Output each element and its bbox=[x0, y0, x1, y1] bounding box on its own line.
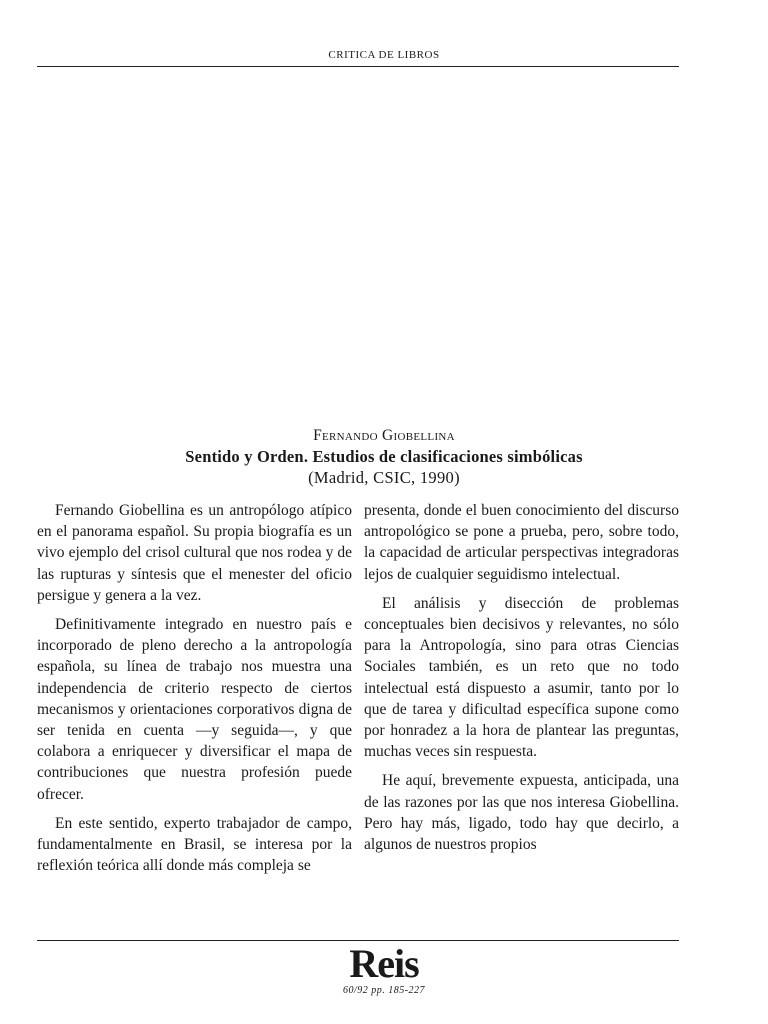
page-range: 60/92 pp. 185-227 bbox=[342, 985, 426, 996]
paragraph: En este sentido, experto trabajador de campo, fundamentalmente en Brasil, se interesa por la reflexión teórica allí donde más compleja se bbox=[37, 814, 352, 875]
header-rule bbox=[37, 66, 679, 67]
paragraph: Definitivamente integrado en nuestro país e incorporado de pleno derecho a la antropología española, su línea de trabajo nos muestra una independencia de criterio respecto de ciertos mecanismos y orientaciones corporativos digna de ser tenida en cuenta —y seguida—, y que colabora a enriquecer y diversificar el mapa de contribuciones que nuestra profesión puede ofrecer. bbox=[37, 616, 352, 803]
paragraph: Fernando Giobellina es un antropólogo atípico en el panorama español. Su propia biografía es un vivo ejemplo del crisol cultural que nos rodea y de las rupturas y síntesis que el menester del oficio persigue y genera a la vez. bbox=[37, 502, 352, 604]
right-column bbox=[364, 500, 679, 863]
journal-logo: Reis bbox=[349, 941, 419, 986]
paragraph: presenta, donde el buen conocimiento del discurso antropológico se pone a prueba, pero, sobre todo, la capacidad de articular perspectivas integradoras lejos de cualquier seguidismo intelectual. bbox=[364, 502, 679, 583]
book-imprint: (Madrid, CSIC, 1990) bbox=[308, 468, 460, 487]
running-head: CRITICA DE LIBROS bbox=[328, 49, 440, 61]
paragraph: He aquí, brevemente expuesta, anticipada, una de las razones por las que nos interesa Giobellina. Pero hay más, ligado, todo hay que decirlo, a algunos de nuestros propios bbox=[364, 772, 679, 854]
book-title: Sentido y Orden. Estudios de clasificaciones simbólicas bbox=[185, 447, 583, 466]
paragraph: El análisis y disección de problemas conceptuales bien decisivos y relevantes, no sólo para la Antropología, sino para otras Ciencias Sociales también, es un reto que no todo intelectual está dispuesto a asumir, tanto por lo que de tarea y dificultad específica supone como por honradez a la hora de plantear las preguntas, muchas veces sin respuesta. bbox=[364, 594, 679, 761]
book-header bbox=[0, 425, 768, 489]
left-column bbox=[37, 500, 352, 884]
book-author: Fernando Giobellina bbox=[313, 427, 455, 444]
